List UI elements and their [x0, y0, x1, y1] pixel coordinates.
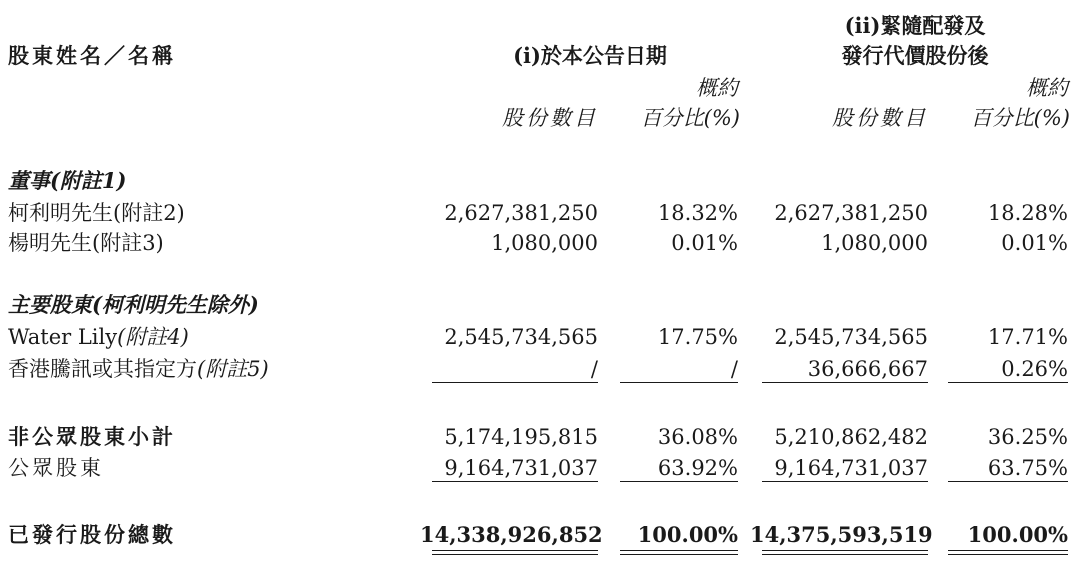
shares-current: 2,627,381,250 — [444, 201, 598, 225]
percent-current: 63.92% — [657, 456, 738, 480]
double-underline — [620, 550, 738, 551]
shares-current: / — [590, 357, 598, 381]
percent-after: 0.01% — [1001, 231, 1068, 255]
underline — [948, 382, 1068, 383]
percent-after: 63.75% — [987, 456, 1068, 480]
section-title-directors: 董事(附註1) — [8, 168, 127, 193]
percent-after: 36.25% — [987, 425, 1068, 449]
shares-current: 5,174,195,815 — [444, 425, 598, 449]
percent-current: 0.01% — [671, 231, 738, 255]
double-underline — [432, 550, 598, 551]
shareholder-name — [8, 357, 269, 381]
shareholder-name-main: Water Lily — [8, 325, 118, 349]
total-label: 已發行股份總數 — [8, 522, 176, 547]
double-underline — [432, 554, 598, 555]
shareholder-name — [8, 325, 189, 349]
shares-current: 1,080,000 — [491, 231, 598, 255]
shares-after: 2,627,381,250 — [774, 201, 928, 225]
section-title-major: 主要股東(柯利明先生除外) — [8, 292, 259, 317]
approx-label-ii: 概約 — [1026, 76, 1068, 100]
column-header-current: (i)於本公告日期 — [513, 43, 667, 68]
percent-current: 18.32% — [657, 201, 738, 225]
percent-current: / — [730, 357, 738, 381]
shares-after: 9,164,731,037 — [774, 456, 928, 480]
shareholder-note: (附註4) — [117, 325, 189, 349]
percent-after: 18.28% — [987, 201, 1068, 225]
column-header-after-line2: 發行代價股份後 — [841, 43, 989, 68]
shares-after: 5,210,862,482 — [774, 425, 928, 449]
percent-current: 100.00% — [637, 522, 738, 547]
shareholder-name-main: 香港騰訊或其指定方 — [8, 357, 197, 381]
subtotal-label: 非公眾股東小計 — [8, 424, 176, 449]
double-underline — [948, 550, 1068, 551]
percent-header-i: 百分比(%) — [640, 106, 740, 130]
shares-after: 14,375,593,519 — [750, 522, 933, 547]
underline — [620, 382, 738, 383]
percent-current: 36.08% — [657, 425, 738, 449]
percent-after: 17.71% — [987, 325, 1068, 349]
shareholder-name: 柯利明先生(附註2) — [8, 201, 185, 225]
shareholder-note: (附註5) — [197, 357, 269, 381]
shares-after: 1,080,000 — [821, 231, 928, 255]
percent-after: 0.26% — [1001, 357, 1068, 381]
double-underline — [948, 554, 1068, 555]
percent-current: 17.75% — [657, 325, 738, 349]
shares-header-ii: 股份數目 — [832, 106, 928, 130]
shares-after: 2,545,734,565 — [774, 325, 928, 349]
underline — [620, 481, 738, 482]
shares-after: 36,666,667 — [807, 357, 928, 381]
column-header-name: 股東姓名／名稱 — [8, 43, 176, 68]
column-header-after-line1: (ii)緊隨配發及 — [844, 13, 986, 38]
shareholder-name: 楊明先生(附註3) — [8, 231, 164, 255]
underline — [432, 382, 598, 383]
public-label: 公眾股東 — [8, 456, 104, 480]
double-underline — [762, 554, 928, 555]
underline — [762, 481, 928, 482]
percent-after: 100.00% — [967, 522, 1068, 547]
underline — [432, 481, 598, 482]
shares-header-i: 股份數目 — [502, 106, 598, 130]
shares-current: 14,338,926,852 — [420, 522, 603, 547]
underline — [762, 382, 928, 383]
approx-label-i: 概約 — [696, 76, 738, 100]
underline — [948, 481, 1068, 482]
shares-current: 9,164,731,037 — [444, 456, 598, 480]
double-underline — [762, 550, 928, 551]
double-underline — [620, 554, 738, 555]
shares-current: 2,545,734,565 — [444, 325, 598, 349]
percent-header-ii: 百分比(%) — [970, 106, 1070, 130]
